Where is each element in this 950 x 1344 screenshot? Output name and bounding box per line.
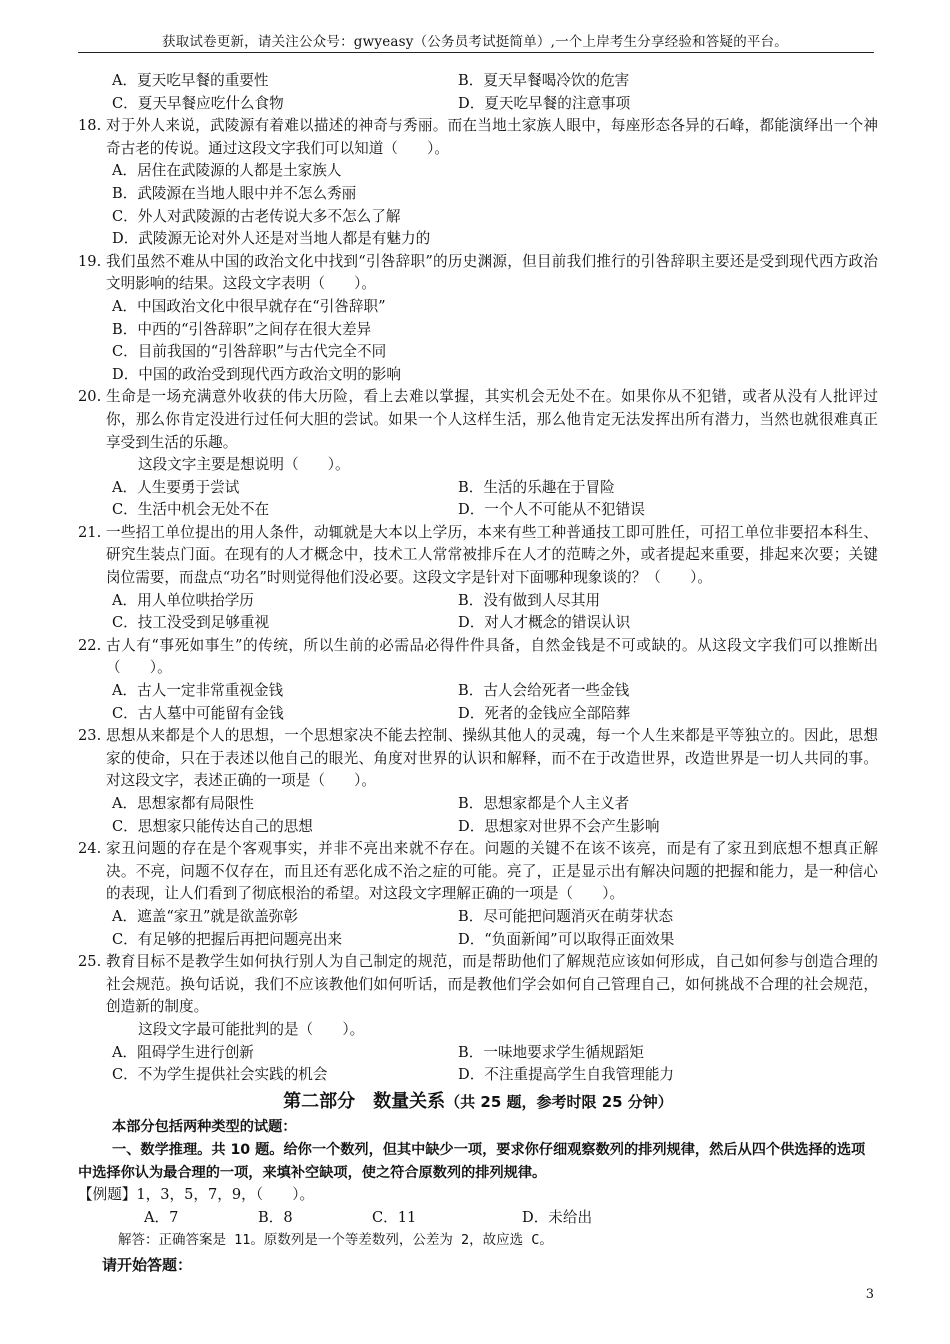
header-divider (78, 52, 874, 53)
option-d: D．“负面新闻”可以取得正面效果 (458, 930, 675, 948)
section-instruction: 一、数学推理。共 10 题。给你一个数列，但其中缺少一项，要求你仔细观察数列的排列规律，然后从四个供选择的选项中选择你认为最合理的一项，来填补空缺项，使之符合原数列的排列规律。 (78, 1141, 866, 1181)
q25-options (78, 1042, 878, 1087)
option-b: B．尽可能把问题消灭在萌芽状态 (458, 907, 674, 925)
start-prompt: 请开始答题： (102, 1255, 193, 1274)
q21-options (78, 590, 878, 635)
page-number: 3 (865, 1287, 874, 1302)
option-d: D．对人才概念的错误认识 (458, 614, 631, 632)
section-title (78, 1091, 878, 1115)
option-b: B．没有做到人尽其用 (458, 591, 601, 609)
section-heading: 第二部分 数量关系 (283, 1090, 446, 1112)
question-number: 22. (78, 636, 102, 654)
option-b: B．夏天早餐喝冷饮的危害 (458, 72, 630, 89)
example-answer: 解答：正确答案是 11。原数列是一个等差数列，公差为 2，故应选 C。 (118, 1232, 553, 1249)
option-d: D．中国的政治受到现代西方政治文明的影响 (112, 365, 401, 383)
section-subtitle: （共 25 题，参考时限 25 分钟） (445, 1092, 673, 1111)
q23-options (78, 793, 878, 838)
option-b: B．古人会给死者一些金钱 (458, 682, 630, 700)
option-d: D．不注重提高学生自我管理能力 (458, 1066, 675, 1084)
question-22 (78, 635, 878, 680)
option-a: A．用人单位哄抬学历 (112, 591, 254, 609)
question-20 (78, 386, 878, 454)
option-c: C．有足够的把握后再把问题亮出来 (112, 930, 343, 948)
option-c: C．目前我国的“引咎辞职”与古代完全不同 (112, 343, 387, 361)
question-prompt: 这段文字主要是想说明（ ）。 (138, 456, 350, 474)
option-c: C．不为学生提供社会实践的机会 (112, 1066, 328, 1084)
option-a: A．居住在武陵源的人都是土家族人 (112, 162, 342, 180)
option-d: D．一个人不可能从不犯错误 (458, 501, 645, 519)
question-number: 20. (78, 388, 102, 406)
section-intro: 本部分包括两种类型的试题： (112, 1119, 297, 1136)
example-option-c: C．11 (372, 1208, 417, 1226)
question-number: 23. (78, 727, 102, 745)
question-number: 21. (78, 523, 102, 541)
question-prompt: 这段文字最可能批判的是（ ）。 (138, 1020, 365, 1038)
question-text: 古人有“事死如事生”的传统，所以生前的必需品必得件件具备，自然金钱是不可或缺的。从这段文字我们可以推断出（ ）。 (106, 636, 878, 677)
question-text: 教育目标不是教学生如何执行别人为自己制定的规范，而是帮助他们了解规范应该如何形成，自己如何参与创造合理的社会规范。换句话说，我们不应该教他们如何听话，而是教他们学会如何自己管理自己，如何挑战不合理的社会规范，创造新的制度。 (106, 953, 878, 1016)
question-25 (78, 951, 878, 1019)
option-b: B．生活的乐趣在于冒险 (458, 478, 615, 496)
option-d: D．思想家对世界不会产生影响 (458, 817, 660, 835)
option-c: C．技工没受到足够重视 (112, 614, 270, 632)
question-text: 对于外人来说，武陵源有着难以描述的神奇与秀丽。而在当地土家族人眼中，每座形态各异的石峰，都能演绎出一个神奇古老的传说。通过这段文字我们可以知道（ ）。 (106, 117, 878, 157)
option-c: C．外人对武陵源的古老传说大多不怎么了解 (112, 207, 401, 225)
option-a: A．遮盖“家丑”就是欲盖弥彰 (112, 907, 298, 925)
option-b: B．一味地要求学生循规蹈矩 (458, 1043, 644, 1061)
example-options (78, 1207, 878, 1230)
option-a: A．中国政治文化中很早就存在“引咎辞职” (112, 297, 386, 315)
question-text: 家丑问题的存在是个客观事实，并非不亮出来就不存在。问题的关键不在该不该亮，而是有了家丑到底想不想真正解决。不亮，问题不仅存在，而且还有恶化成不治之症的可能。亮了，正是显示出有解决问题的把握和能力，是一种信心的表现，让人们看到了彻底根治的希望。对这段文字理解正确的一项是（ ）。 (106, 840, 878, 903)
q18-options (78, 160, 878, 250)
example-question: 【例题】1，3，5，7，9，（ ）。 (78, 1186, 315, 1204)
page-header: 获取试卷更新，请关注公众号：gwyeasy（公务员考试挺简单）,一个上岸考生分享经验和答疑的平台。 (161, 34, 788, 50)
option-c: C．夏天早餐应吃什么食物 (112, 94, 284, 112)
option-c: C．思想家只能传达自己的思想 (112, 817, 313, 835)
question-23 (78, 725, 878, 793)
q22-options (78, 680, 878, 725)
question-number: 19. (78, 252, 102, 270)
q24-options (78, 906, 878, 951)
q17-options (78, 70, 878, 115)
option-c: C．古人墓中可能留有金钱 (112, 704, 284, 722)
option-d: D．夏天吃早餐的注意事项 (458, 94, 631, 112)
question-text: 生命是一场充满意外收获的伟大历险，看上去难以掌握，其实机会无处不在。如果你从不犯错，或者从没有人批评过你，那么你肯定没进行过任何大胆的尝试。如果一个人这样生活，那么他肯定无法发挥出所有潜力，当然也就很难真正享受到生活的乐趣。 (106, 388, 878, 451)
option-d: D．武陵源无论对外人还是对当地人都是有魅力的 (112, 230, 431, 248)
example-option-d: D．未给出 (522, 1208, 593, 1226)
option-a: A．古人一定非常重视金钱 (112, 682, 284, 700)
page-content (78, 70, 878, 1276)
example-option-a: A．7 (144, 1208, 179, 1226)
question-text: 我们虽然不难从中国的政治文化中找到“引咎辞职”的历史渊源，但目前我们推行的引咎辞职主要还是受到现代西方政治文明影响的结果。这段文字表明（ ）。 (106, 252, 878, 293)
question-text: 一些招工单位提出的用人条件，动辄就是大本以上学历，本来有些工种普通技工即可胜任，可招工单位非要招本科生、研究生装点门面。在现有的人才概念中，技术工人常常被排斥在人才的范畴之外，或者提起来重要，排起来次要；关键岗位需要，而盘点“功名”时则觉得他们没必要。这段文字是针对下面哪种现象谈的？（ ）。 (106, 523, 878, 587)
question-text: 思想从来都是个人的思想，一个思想家决不能去控制、操纵其他人的灵魂，每一个人生来都是平等独立的。因此，思想家的使命，只在于表述以他自己的眼光、角度对世界的认识和解释，而不在于改造世界，改造世界是一切人共同的事。对这段文字，表述正确的一项是（ ）。 (106, 727, 878, 790)
q20-options (78, 477, 878, 522)
question-24 (78, 838, 878, 906)
example-option-b: B．8 (258, 1208, 293, 1226)
q19-options (78, 296, 878, 386)
question-number: 24. (78, 840, 102, 858)
option-a: A．夏天吃早餐的重要性 (112, 72, 269, 89)
question-number: 25. (78, 953, 102, 971)
option-a: A．思想家都有局限性 (112, 795, 254, 812)
option-b: B．思想家都是个人主义者 (458, 795, 630, 812)
option-b: B．中西的“引咎辞职”之间存在很大差异 (112, 320, 372, 338)
question-19 (78, 251, 878, 296)
option-a: A．阻碍学生进行创新 (112, 1043, 254, 1061)
option-a: A．人生要勇于尝试 (112, 478, 240, 496)
option-c: C．生活中机会无处不在 (112, 501, 270, 519)
option-d: D．死者的金钱应全部陪葬 (458, 704, 631, 722)
question-18 (78, 115, 878, 160)
question-21 (78, 522, 878, 590)
option-b: B．武陵源在当地人眼中并不怎么秀丽 (112, 184, 357, 202)
question-number: 18. (78, 117, 102, 135)
